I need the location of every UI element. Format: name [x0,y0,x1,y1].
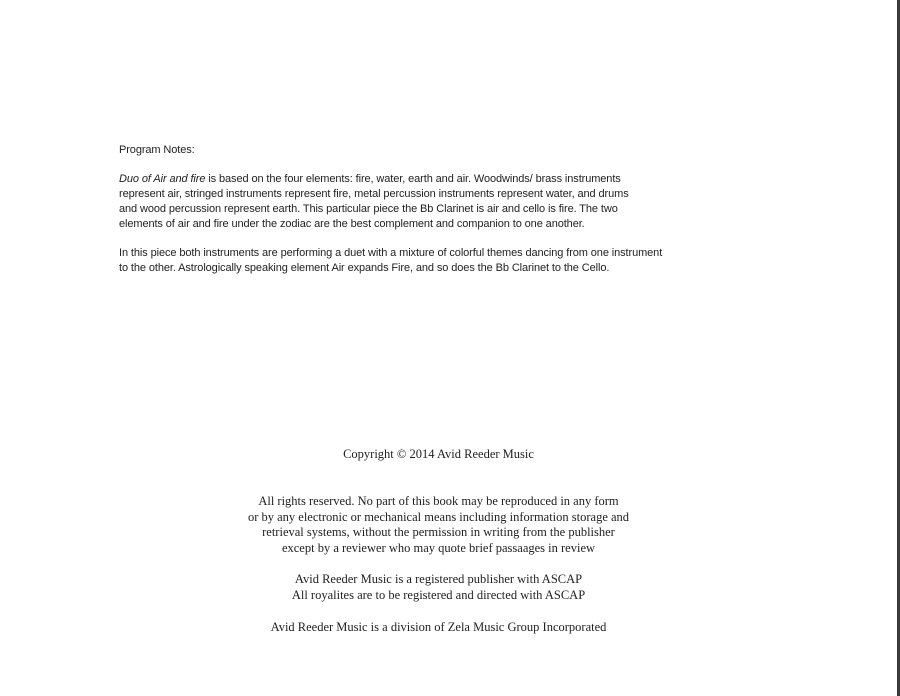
paragraph-1-line-1 [119,172,779,187]
paragraph-1-line-1-text: is based on the four elements: fire, water, earth and air. Woodwinds/ brass instruments [205,173,621,185]
paragraph-1-line-3: and wood percussion represent earth. This particular piece the Bb Clarinet is air and cello is fire. The two [119,203,618,215]
rights-line-1: All rights reserved. No part of this book may be reproduced in any form [258,494,619,508]
paragraph-2-line-2: to the other. Astrologically speaking element Air expands Fire, and so does the Bb Clarinet to the Cello. [119,262,610,274]
ascap-line-2: All royalites are to be registered and directed with ASCAP [291,587,586,602]
program-notes-paragraph-1 [119,172,779,232]
division-notice: Avid Reeder Music is a division of Zela Music Group Incorporated [270,620,607,634]
paragraph-1-line-2: represent air, stringed instruments represent fire, metal percussion instruments represent water, and drums [119,188,629,200]
paragraph-1-line-4: elements of air and fire under the zodiac are the best complement and companion to one another. [119,218,585,230]
rights-reserved-block [0,494,877,556]
paragraph-2-line-1: In this piece both instruments are performing a duet with a mixture of colorful themes dancing from one instrument [119,247,663,259]
rights-line-4: except by a reviewer who may quote brief passaages in review [281,540,596,555]
rights-line-2: or by any electronic or mechanical means including information storage and [247,509,630,524]
rights-line-3: retrieval systems, without the permission in writing from the publisher [262,525,615,539]
program-notes-paragraph-2 [119,246,779,276]
ascap-block [0,572,877,603]
copyright-notice: Copyright © 2014 Avid Reeder Music [343,447,534,461]
program-notes-heading: Program Notes: [119,144,195,156]
piece-title: Duo of Air and fire [119,173,206,185]
program-notes [119,143,779,290]
ascap-line-1: Avid Reeder Music is a registered publisher with ASCAP [294,572,583,586]
